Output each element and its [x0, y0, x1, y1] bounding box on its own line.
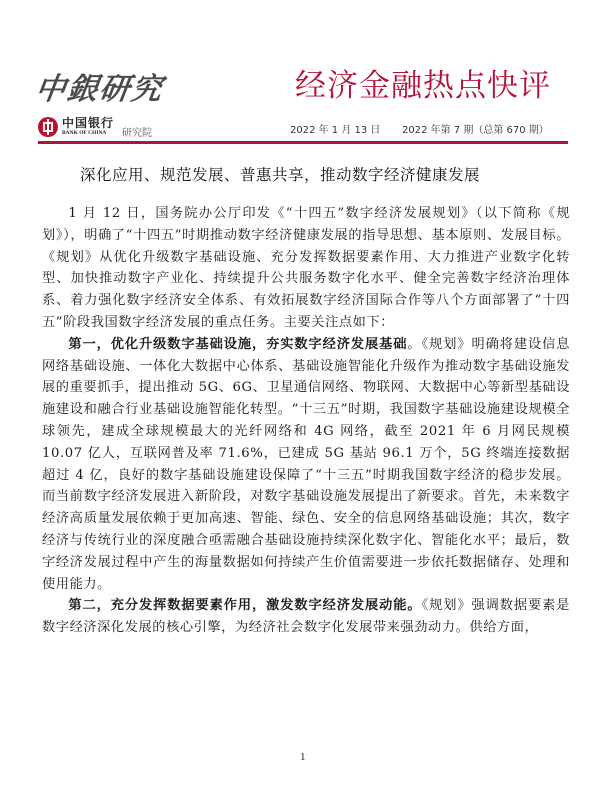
- header-divider: [38, 141, 568, 144]
- page-number: 1: [300, 751, 306, 763]
- article-body: [42, 203, 570, 639]
- paragraph-text: 1 月 12 日，国务院办公厅印发《“十四五”数字经济发展规划》（以下简称《规划》），明确了“十四五”时期推动数字经济健康发展的指导思想、基本原则、发展目标。《规划》从优化升级数字基础设施、充分发挥数据要素作用、大力推进产业数字化转型、加快推动数字产业化、持续提升公共服务数字化水平、健全完善数字经济治理体系、着力强化数字经济安全体系、有效拓展数字经济国际合作等八个方面部署了“十四五”阶段我国数字经济发展的重点任务。主要关注点如下：: [42, 206, 570, 330]
- bank-name-cn: 中国银行: [62, 116, 115, 131]
- paragraph-text: 《规划》强调数据要素是数字经济深化发展的核心引擎，为经济社会数字化发展带来强劲动力。供给方面，: [42, 598, 570, 636]
- bank-name-en: BANK OF CHINA: [62, 130, 107, 137]
- paragraph-lead: 第二，充分发挥数据要素作用，激发数字经济发展动能。: [68, 598, 422, 614]
- paragraph-point-1: [42, 334, 570, 596]
- institute-label: 研究院: [122, 128, 152, 139]
- bank-of-china-logo: [38, 117, 114, 137]
- bank-of-china-emblem-icon: [38, 117, 58, 137]
- bank-of-china-wordmark: [62, 117, 114, 137]
- paragraph-text: 。《规划》明确将建设信息网络基础设施、一体化大数据中心体系、基础设施智能化升级作为推动数字基础设施发展的重要抓手，提出推动 5G、6G、卫星通信网络、物联网、大数据中心等新型基础设施建设和融合行业基础设施智能化转型。“十三五”时期，我国数字基础设施建设规模全球领先，建成全球规模最大的光纤网络和 4G 网络，截至 2021 年 6 月网民规模 10.07 亿人，互联网普及率 71.6%，已建成 5G 基站 96.1 万个，5G 终端连接数据超过 4 亿，良好的数字基础设施建设保障了“十三五”时期我国数字经济的稳步发展。而当前数字经济发展进入新阶段，对数字基础设施发展提出了新要求。首先，未来数字经济高质量发展依赖于更加高速、智能、绿色、安全的信息网络基础设施；其次，数字经济与传统行业的深度融合亟需融合基础设施持续深化数字化、智能化水平；最后，数字经济发展过程中产生的海量数据如何持续产生价值需要进一步依托数据储存、处理和使用能力。: [42, 336, 570, 592]
- paragraph-point-2: [42, 595, 570, 639]
- brand-calligraphy-logo: 中銀研究: [33, 72, 166, 107]
- paragraph-lead: 第一，优化升级数字基础设施，夯实数字经济发展基础: [68, 336, 408, 352]
- issue-number: 2022 年第 7 期（总第 670 期）: [402, 125, 549, 136]
- article-title: 深化应用、规范发展、普惠共享，推动数字经济健康发展: [80, 166, 481, 184]
- paragraph-intro: [42, 203, 570, 334]
- report-series-title: 经济金融热点快评: [295, 68, 551, 104]
- issue-date: 2022 年 1 月 13 日: [290, 125, 381, 136]
